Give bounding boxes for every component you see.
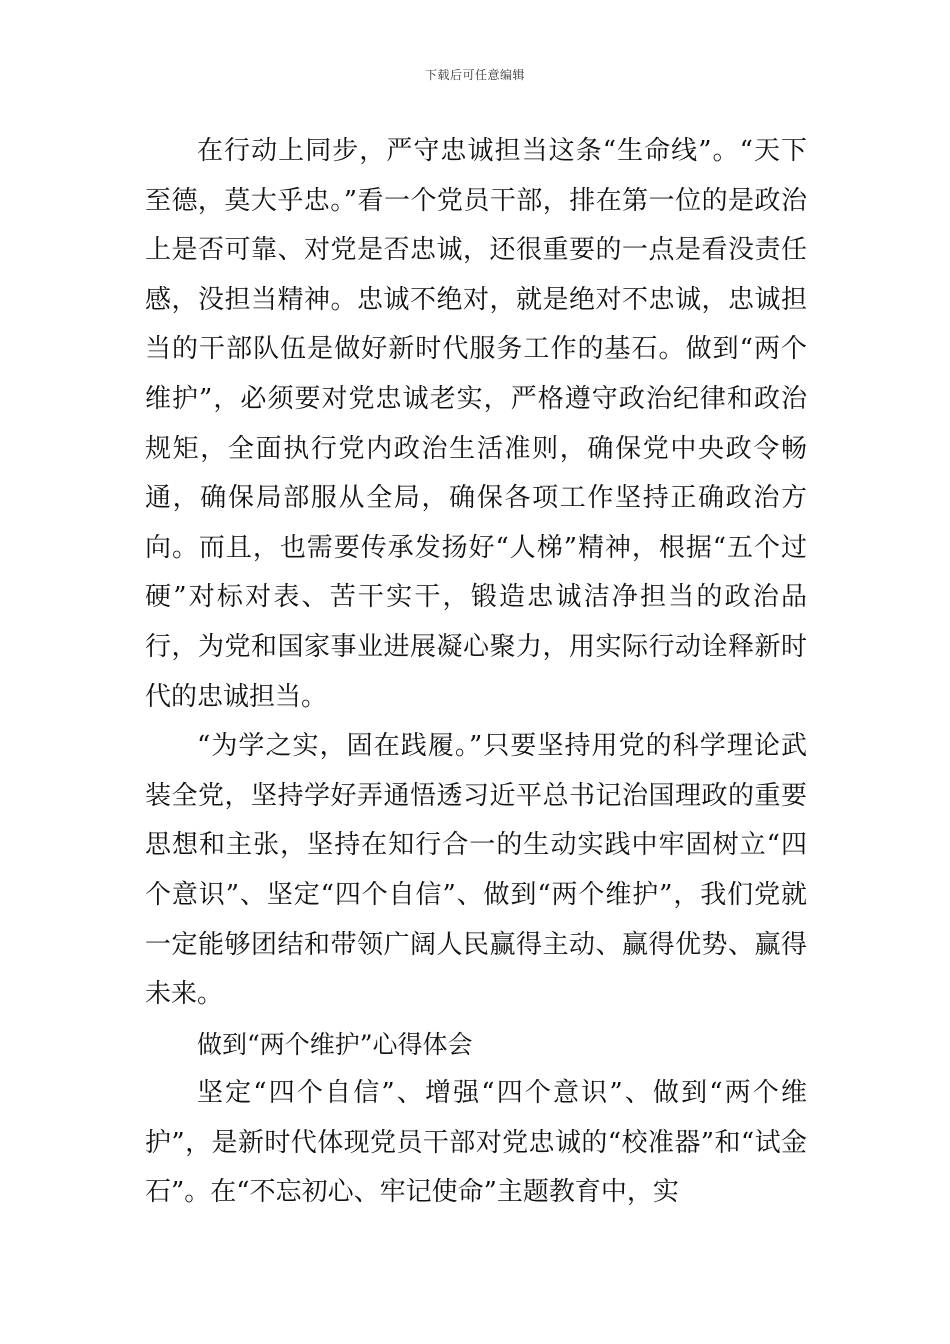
document-body — [145, 127, 807, 1218]
paragraph-practice: “为学之实，固在践履。”只要坚持用党的科学理论武装全党，坚持学好弄通悟透习近平总书记治国理政的重要思想和主张，坚持在知行合一的生动实践中牢固树立“四个意识”、坚定“四个自信”、做到“两个维护”，我们党就一定能够团结和带领广阔人民赢得主动、赢得优势、赢得未来。 — [145, 731, 807, 1010]
section-heading: 做到“两个维护”心得体会 — [197, 1029, 473, 1059]
paragraph-loyalty: 在行动上同步，严守忠诚担当这条“生命线”。“天下至德，莫大乎忠。”看一个党员干部，排在第一位的是政治上是否可靠、对党是否忠诚，还很重要的一点是看没责任感，没担当精神。忠诚不绝对，就是绝对不忠诚，忠诚担当的干部队伍是做好新时代服务工作的基石。做到“两个维护”，必须要对党忠诚老实，严格遵守政治纪律和政治规矩，全面执行党内政治生活准则，确保党中央政令畅通，确保局部服从全局，确保各项工作坚持正确政治方向。而且，也需要传承发扬好“人梯”精神，根据“五个过硬”对标对表、苦干实干，锻造忠诚洁净担当的政治品行，为党和国家事业进展凝心聚力，用实际行动诠释新时代的忠诚担当。 — [145, 136, 807, 712]
paragraph-confidence: 坚定“四个自信”、增强“四个意识”、做到“两个维护”，是新时代体现党员干部对党忠诚的“校准器”和“试金石”。在“不忘初心、牢记使命”主题教育中，实 — [145, 1078, 807, 1208]
page-header: 下载后可任意编辑 — [424, 68, 525, 82]
